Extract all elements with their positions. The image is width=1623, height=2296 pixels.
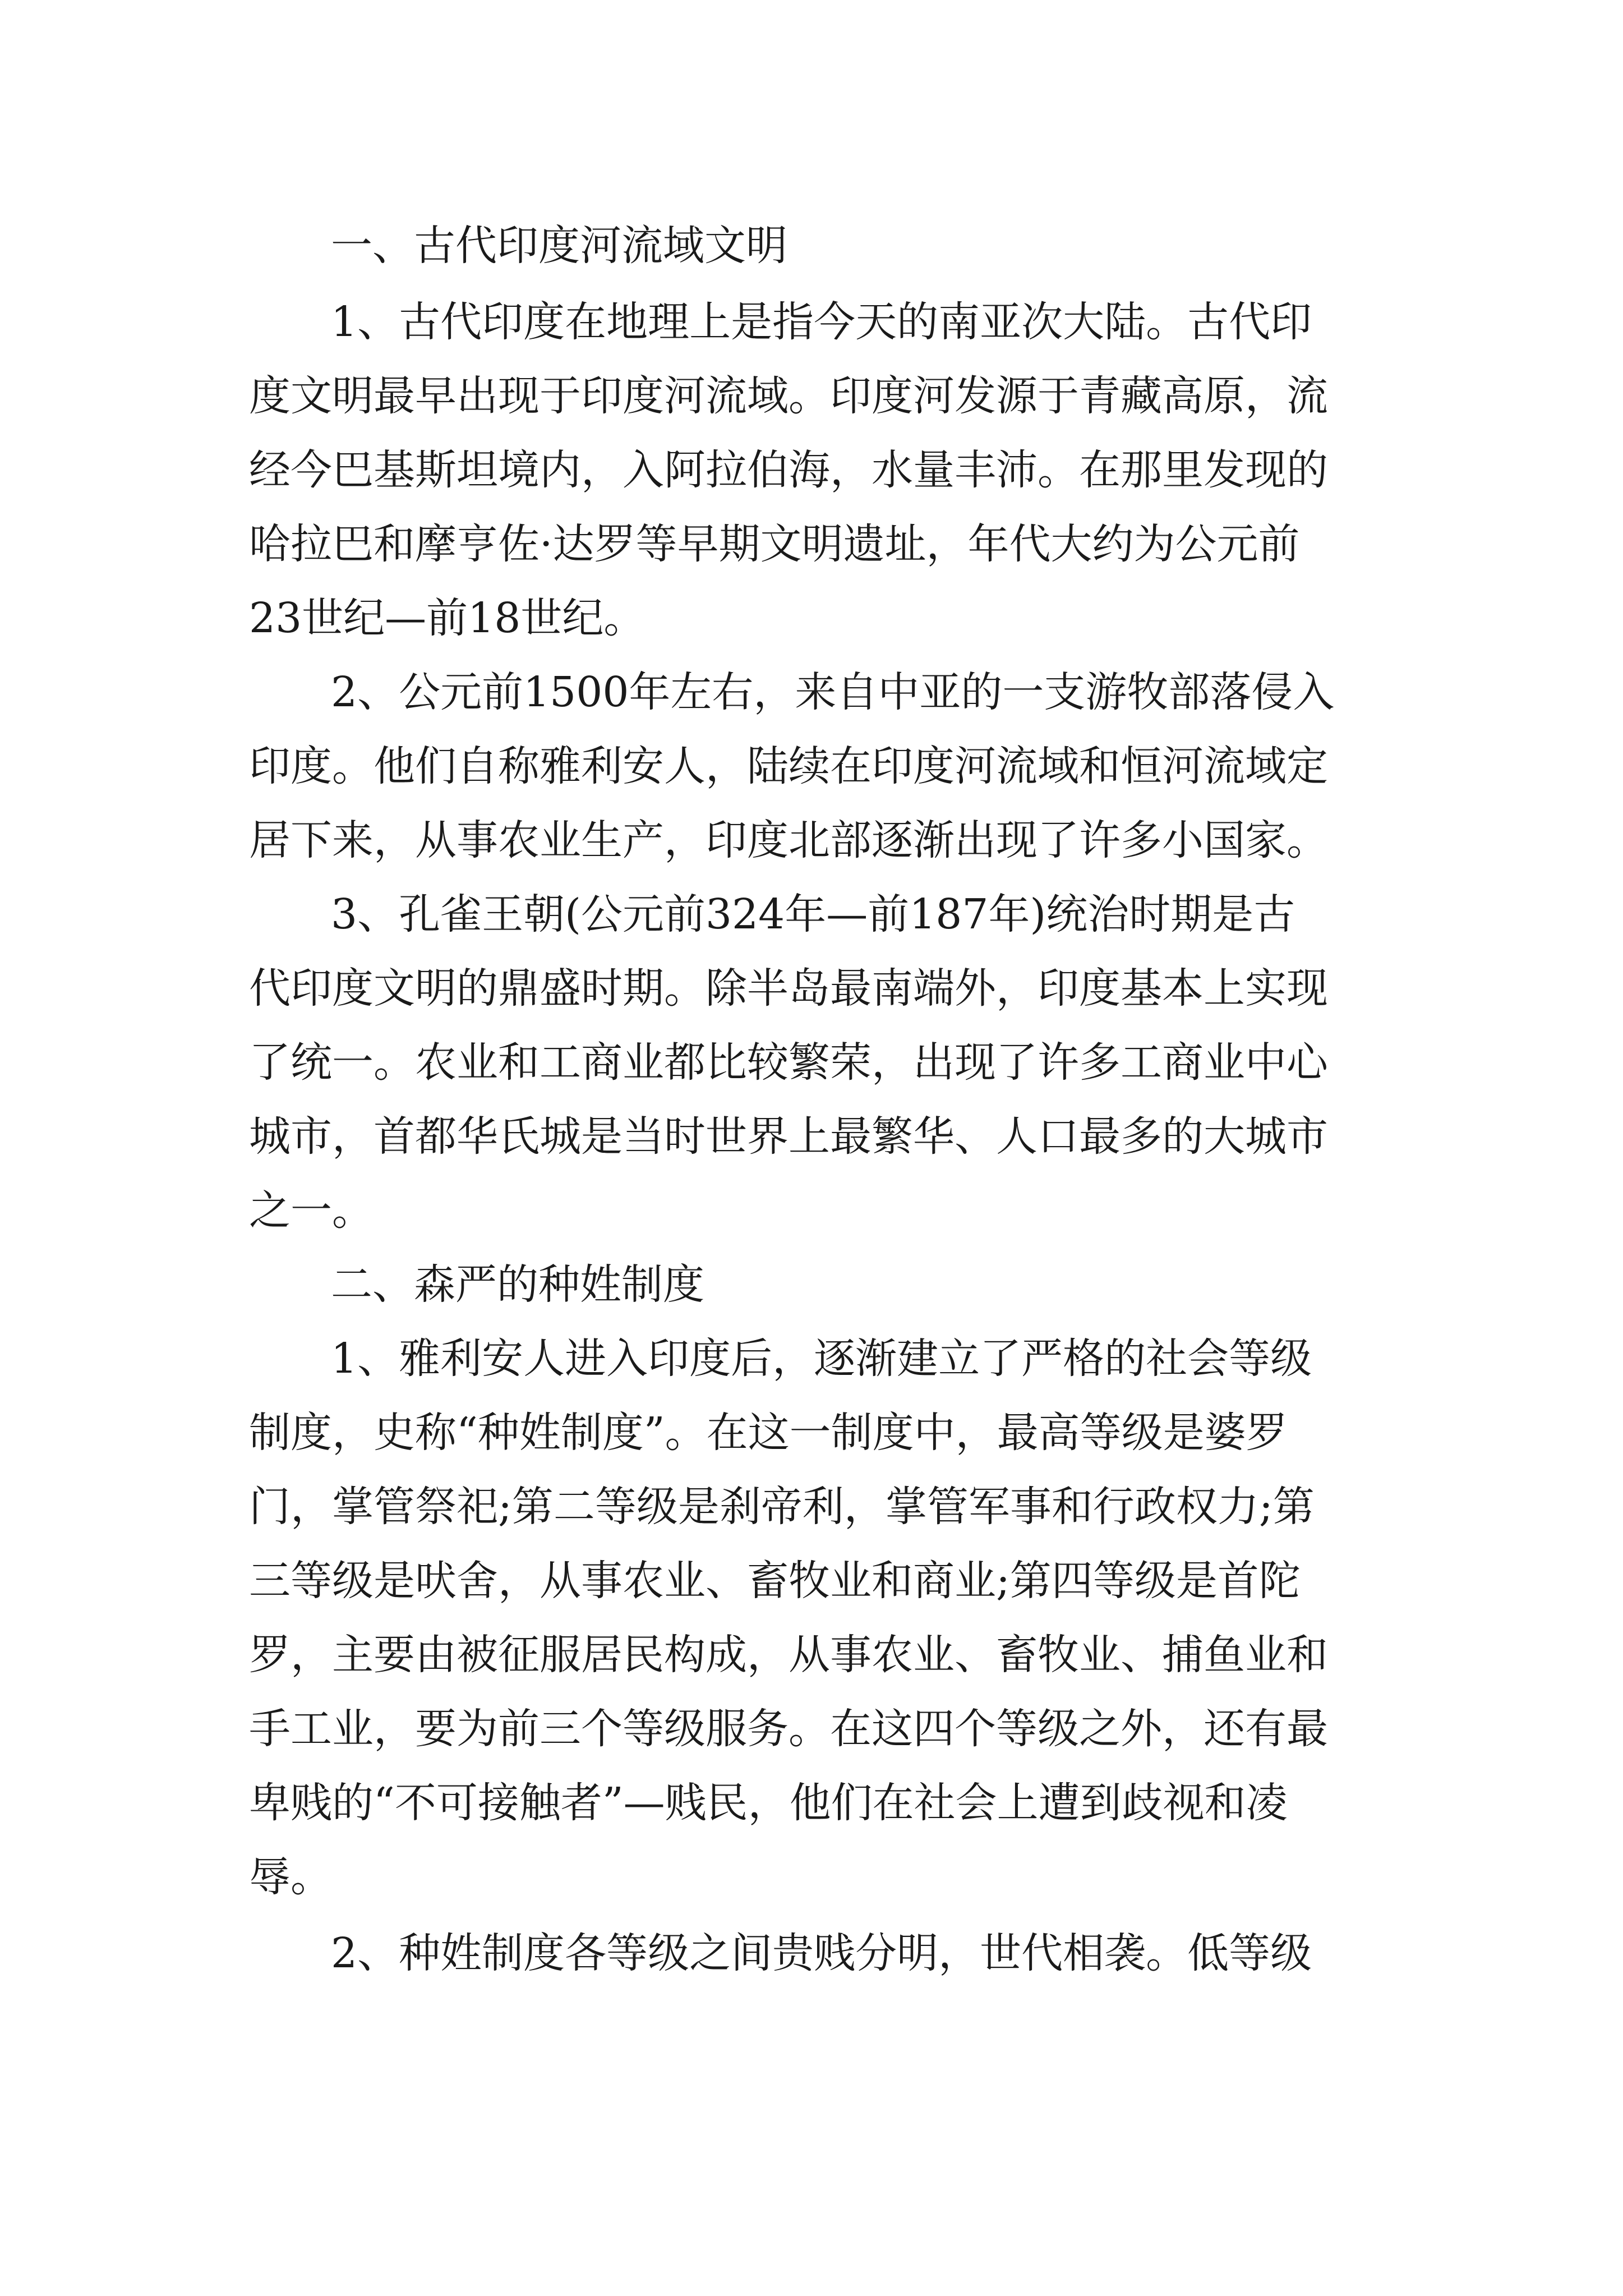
paragraph-line: 制度，史称“种姓制度”。在这一制度中，最高等级是婆罗 — [249, 1409, 1288, 1457]
paragraph-line: 门，掌管祭祀;第二等级是刹帝利，掌管军事和行政权力;第 — [249, 1483, 1315, 1531]
paragraph-line: 代印度文明的鼎盛时期。除半岛最南端外，印度基本上实现 — [249, 964, 1328, 1013]
paragraph-line: 辱。 — [249, 1853, 332, 1901]
paragraph-line: 印度。他们自称雅利安人，陆续在印度河流域和恒河流域定 — [249, 742, 1328, 790]
paragraph-line: 1、雅利安人进入印度后，逐渐建立了严格的社会等级 — [331, 1335, 1312, 1383]
paragraph-line: 2、种姓制度各等级之间贵贱分明，世代相袭。低等级 — [331, 1929, 1312, 1977]
paragraph-line: 卑贱的“不可接触者”—贱民，他们在社会上遭到歧视和凌 — [249, 1779, 1288, 1827]
paragraph-line: 1、古代印度在地理上是指今天的南亚次大陆。古代印 — [331, 298, 1312, 346]
paragraph-line: 手工业，要为前三个等级服务。在这四个等级之外，还有最 — [249, 1705, 1328, 1753]
paragraph-line: 哈拉巴和摩亨佐·达罗等早期文明遗址，年代大约为公元前 — [249, 520, 1300, 568]
heading-section-1: 一、古代印度河流域文明 — [331, 222, 787, 270]
paragraph-line: 2、公元前1500年左右，来自中亚的一支游牧部落侵入 — [331, 668, 1335, 716]
paragraph-line: 城市，首都华氏城是当时世界上最繁华、人口最多的大城市 — [249, 1112, 1328, 1161]
paragraph-line: 度文明最早出现于印度河流域。印度河发源于青藏高原，流 — [249, 372, 1328, 420]
paragraph-line: 经今巴基斯坦境内，入阿拉伯海，水量丰沛。在那里发现的 — [249, 446, 1328, 494]
paragraph-line: 了统一。农业和工商业都比较繁荣，出现了许多工商业中心 — [249, 1038, 1328, 1087]
paragraph-line: 23世纪—前18世纪。 — [249, 594, 645, 642]
paragraph-line: 罗，主要由被征服居民构成，从事农业、畜牧业、捕鱼业和 — [249, 1631, 1328, 1679]
paragraph-line: 3、孔雀王朝(公元前324年—前187年)统治时期是古 — [331, 890, 1295, 938]
paragraph-line: 之一。 — [249, 1186, 374, 1235]
paragraph-line: 三等级是吠舍，从事农业、畜牧业和商业;第四等级是首陀 — [249, 1557, 1301, 1605]
paragraph-line: 居下来，从事农业生产，印度北部逐渐出现了许多小国家。 — [249, 816, 1328, 864]
heading-section-2: 二、森严的种姓制度 — [331, 1260, 704, 1309]
